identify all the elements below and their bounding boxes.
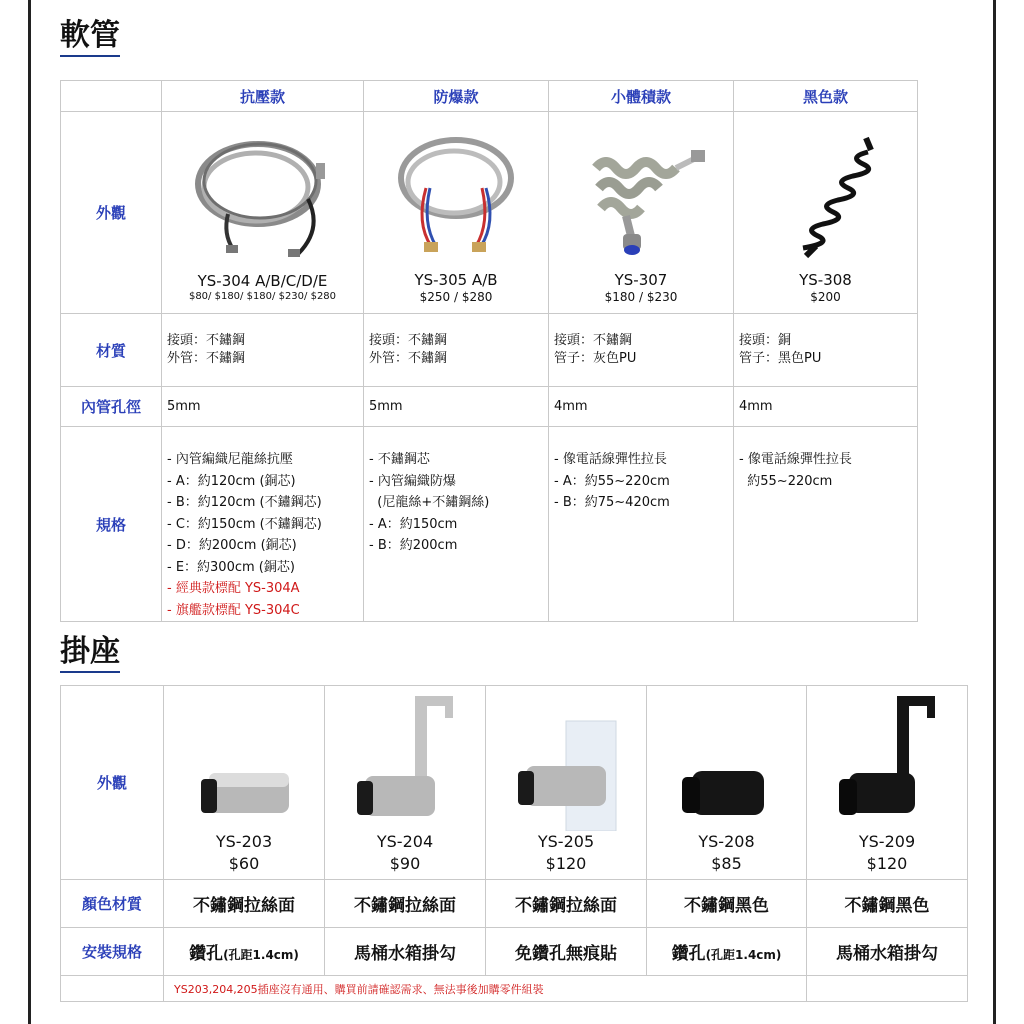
spec-line: - 像電話線彈性拉長 (554, 452, 667, 467)
install-cell (164, 928, 325, 976)
mount-image (807, 691, 967, 831)
color-cell: 不鏽鋼拉絲面 (325, 880, 486, 928)
mount-cell (647, 686, 807, 880)
mounts-section-title: 掛座 (60, 634, 120, 673)
hose-cell (364, 112, 549, 314)
hose-cell (162, 112, 364, 314)
spec-cell (162, 427, 364, 622)
hose-price: $180 / $230 (604, 289, 678, 304)
mount-price: $85 (711, 853, 742, 873)
material-cell (162, 314, 364, 387)
spec-line: - A：約150cm (369, 516, 458, 532)
color-cell: 不鏽鋼拉絲面 (164, 880, 325, 928)
column-header: 黑色款 (734, 81, 918, 112)
hose-price: $250 / $280 (419, 289, 493, 304)
spec-cell (734, 427, 918, 622)
hose-cell (549, 112, 734, 314)
mount-model: YS-204 (376, 831, 434, 851)
mount-image (164, 691, 324, 831)
install-note: (孔距1.4cm) (705, 948, 782, 962)
hose-image (734, 121, 917, 271)
row-label-material: 材質 (61, 314, 162, 387)
row-label-diameter: 內管孔徑 (61, 387, 162, 427)
mount-cell (807, 686, 968, 880)
mount-price: $120 (545, 853, 587, 873)
install-text: 鑽孔 (671, 944, 706, 964)
spec-highlight: - 經典款標配 YS-304A (167, 581, 300, 596)
spec-line: (尼龍絲+不鏽鋼絲) (369, 495, 490, 510)
spec-line: - B：約75~420cm (554, 495, 670, 510)
color-cell: 不鏽鋼黑色 (807, 880, 968, 928)
left-frame-line (28, 0, 31, 1024)
spec-line: - 像電話線彈性拉長 (739, 452, 852, 467)
mount-image (325, 691, 485, 831)
mount-appearance-row (61, 686, 968, 880)
mount-price: $90 (389, 853, 421, 873)
material-line: 接頭：不鏽鋼 (554, 333, 633, 348)
install-text: 免鑽孔無痕貼 (515, 944, 617, 964)
hose-image (364, 121, 548, 271)
note-row (61, 976, 968, 1002)
note-empty-cell (807, 976, 968, 1002)
spec-row (61, 427, 918, 622)
material-line: 外管：不鏽鋼 (369, 351, 448, 366)
mount-image (486, 691, 646, 831)
corner-cell (61, 81, 162, 112)
hose-model: YS-304 A/B/C/D/E (197, 271, 328, 290)
material-cell (549, 314, 734, 387)
install-text: 馬桶水箱掛勾 (836, 944, 938, 964)
hose-model: YS-308 (799, 270, 852, 289)
mount-model: YS-209 (858, 831, 916, 851)
material-line: 接頭：銅 (739, 333, 792, 348)
mount-image (647, 691, 806, 831)
mounts-table (60, 685, 968, 1002)
hoses-header-row (61, 81, 918, 112)
install-cell (325, 928, 486, 976)
compatibility-note: YS203,204,205插座沒有通用、購買前請確認需求、無法事後加購零件組裝 (164, 976, 807, 1002)
right-frame-line (993, 0, 996, 1024)
spec-line: - A：約120cm (銅芯) (167, 473, 296, 489)
row-label-appearance: 外觀 (61, 686, 164, 880)
material-row (61, 314, 918, 387)
color-cell: 不鏽鋼拉絲面 (486, 880, 647, 928)
material-cell (364, 314, 549, 387)
mount-cell (164, 686, 325, 880)
install-row (61, 928, 968, 976)
spec-line: - A：約55~220cm (554, 473, 670, 489)
hose-price: $80/ $180/ $180/ $230/ $280 (188, 290, 337, 302)
hoses-section-title: 軟管 (60, 18, 120, 57)
hose-cell (734, 112, 918, 314)
note-label-cell (61, 976, 164, 1002)
row-label-color: 顏色材質 (61, 880, 164, 928)
install-cell (647, 928, 807, 976)
hose-price: $200 (810, 289, 841, 304)
appearance-row (61, 112, 918, 314)
diameter-cell: 5mm (364, 387, 549, 427)
color-cell: 不鏽鋼黑色 (647, 880, 807, 928)
diameter-cell: 4mm (549, 387, 734, 427)
row-label-appearance: 外觀 (61, 112, 162, 314)
spec-line: - C：約150cm (不鏽鋼芯) (167, 516, 322, 532)
diameter-cell: 4mm (734, 387, 918, 427)
mount-price: $60 (228, 853, 260, 873)
mount-model: YS-203 (215, 831, 273, 851)
install-note: (孔距1.4cm) (223, 948, 299, 962)
material-cell (734, 314, 918, 387)
spec-line: 約55~220cm (739, 473, 833, 489)
mount-cell (486, 686, 647, 880)
material-line: 接頭：不鏽鋼 (167, 333, 246, 348)
diameter-cell: 5mm (162, 387, 364, 427)
color-row (61, 880, 968, 928)
material-line: 外管：不鏽鋼 (167, 351, 246, 366)
column-header: 抗壓款 (162, 81, 364, 112)
spec-line: - B：約200cm (369, 538, 458, 553)
spec-line: - E：約300cm (銅芯) (167, 559, 295, 575)
row-label-install: 安裝規格 (61, 928, 164, 976)
spec-cell (549, 427, 734, 622)
hose-model: YS-307 (614, 270, 668, 289)
hose-image (549, 121, 733, 271)
spec-line: - 內管編織尼龍絲抗壓 (167, 452, 293, 467)
spec-highlight: - 旗艦款標配 YS-304C (167, 602, 300, 618)
material-line: 管子：灰色PU (554, 351, 637, 366)
hose-model: YS-305 A/B (414, 270, 498, 289)
mount-model: YS-205 (537, 831, 595, 851)
spec-line: - 內管編織防爆 (369, 473, 456, 489)
install-cell (486, 928, 647, 976)
spec-line: - 不鏽鋼芯 (369, 452, 430, 467)
mount-cell (325, 686, 486, 880)
hoses-table (60, 80, 918, 622)
mount-model: YS-208 (698, 831, 755, 851)
spec-line: - B：約120cm (不鏽鋼芯) (167, 495, 322, 510)
row-label-spec: 規格 (61, 427, 162, 622)
column-header: 防爆款 (364, 81, 549, 112)
install-text: 馬桶水箱掛勾 (354, 944, 456, 964)
diameter-row (61, 387, 918, 427)
material-line: 接頭：不鏽鋼 (369, 333, 448, 348)
mount-price: $120 (866, 853, 908, 873)
column-header: 小體積款 (549, 81, 734, 112)
hose-image (162, 122, 363, 272)
material-line: 管子：黑色PU (739, 351, 822, 366)
spec-cell (364, 427, 549, 622)
install-cell (807, 928, 968, 976)
spec-line: - D：約200cm (銅芯) (167, 538, 297, 553)
install-text: 鑽孔 (189, 944, 224, 964)
